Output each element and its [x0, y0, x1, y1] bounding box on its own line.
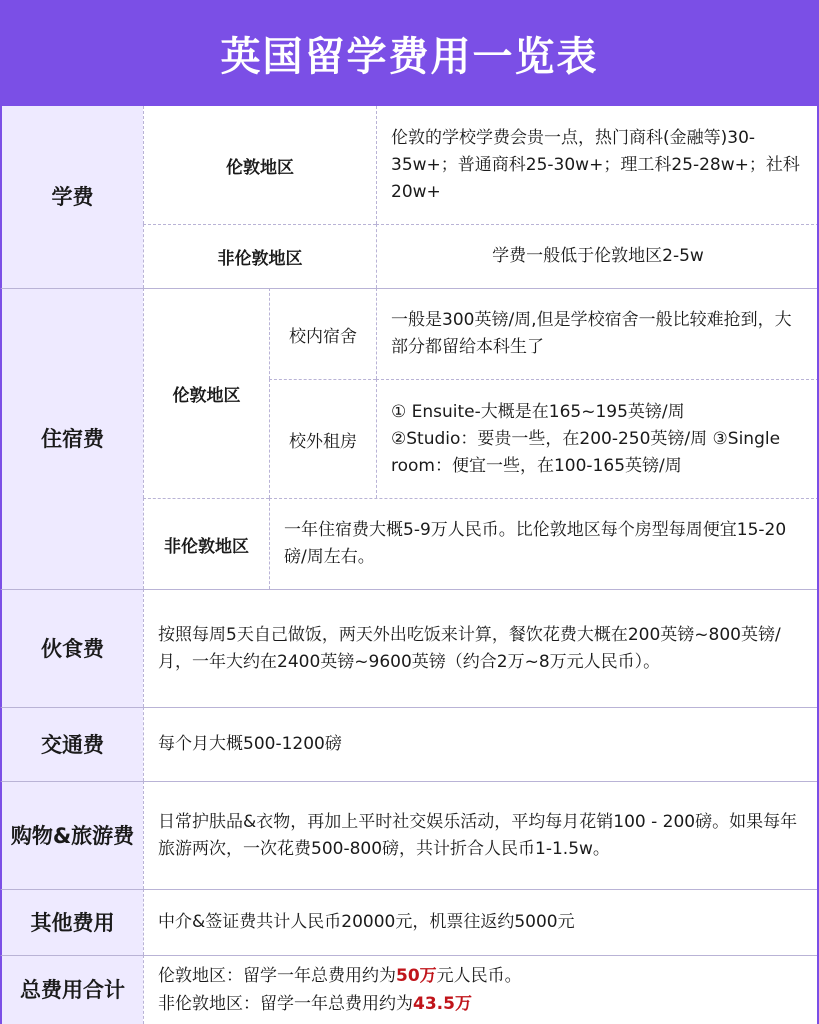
category-housing: 住宿费: [0, 288, 143, 589]
housing-london-label: 伦敦地区: [143, 288, 269, 498]
category-shopping: 购物&旅游费: [0, 781, 143, 889]
total-london-amount: 50万: [396, 966, 437, 986]
housing-offcampus-text: ① Ensuite-大概是在165~195英镑/周 ②Studio：要贵一些，在200-250英镑/周 ③Single room：便宜一些，在100-165英镑/周: [376, 379, 819, 498]
tuition-london-label: 伦敦地区: [143, 106, 376, 224]
category-tuition: 学费: [0, 106, 143, 288]
category-total: 总费用合计: [0, 955, 143, 1024]
shopping-text: 日常护肤品&衣物，再加上平时社交娱乐活动，平均每月花销100 - 200磅。如果每年旅游两次，一次花费500-800磅，共计折合人民币1-1.5w。: [143, 781, 819, 889]
housing-campus-label: 校内宿舍: [269, 288, 376, 379]
title-banner: [0, 0, 819, 106]
housing-offcampus-label: 校外租房: [269, 379, 376, 498]
housing-campus-text: 一般是300英镑/周,但是学校宿舍一般比较难抢到，大部分都留给本科生了: [376, 288, 819, 379]
total-london-suffix: 元人民币。: [436, 966, 522, 986]
category-transport: 交通费: [0, 707, 143, 781]
tuition-london-text: 伦敦的学校学费会贵一点，热门商科(金融等)30-35w+；普通商科25-30w+；理工科25-28w+；社科20w+: [376, 106, 819, 224]
housing-nonlondon-label: 非伦敦地区: [143, 498, 269, 589]
tuition-nonlondon-label: 非伦敦地区: [143, 224, 376, 288]
total-nonlondon-amount: 43.5万: [413, 994, 472, 1014]
total-nonlondon-prefix: 非伦敦地区：留学一年总费用约为: [158, 994, 413, 1014]
other-text: 中介&签证费共计人民币20000元，机票往返约5000元: [143, 889, 819, 955]
total-line-london: [158, 962, 805, 990]
page-title: 英国留学费用一览表: [220, 33, 599, 80]
total-line-nonlondon: [158, 990, 805, 1018]
category-food: 伙食费: [0, 589, 143, 707]
category-other: 其他费用: [0, 889, 143, 955]
housing-nonlondon-text: 一年住宿费大概5-9万人民币。比伦敦地区每个房型每周便宜15-20磅/周左右。: [269, 498, 819, 589]
total-text: [143, 955, 819, 1024]
food-text: 按照每周5天自己做饭，两天外出吃饭来计算，餐饮花费大概在200英镑~800英镑/月，一年大约在2400英镑~9600英镑（约合2万~8万元人民币）。: [143, 589, 819, 707]
total-london-prefix: 伦敦地区：留学一年总费用约为: [158, 966, 396, 986]
tuition-nonlondon-text: 学费一般低于伦敦地区2-5w: [376, 224, 819, 288]
transport-text: 每个月大概500-1200磅: [143, 707, 819, 781]
